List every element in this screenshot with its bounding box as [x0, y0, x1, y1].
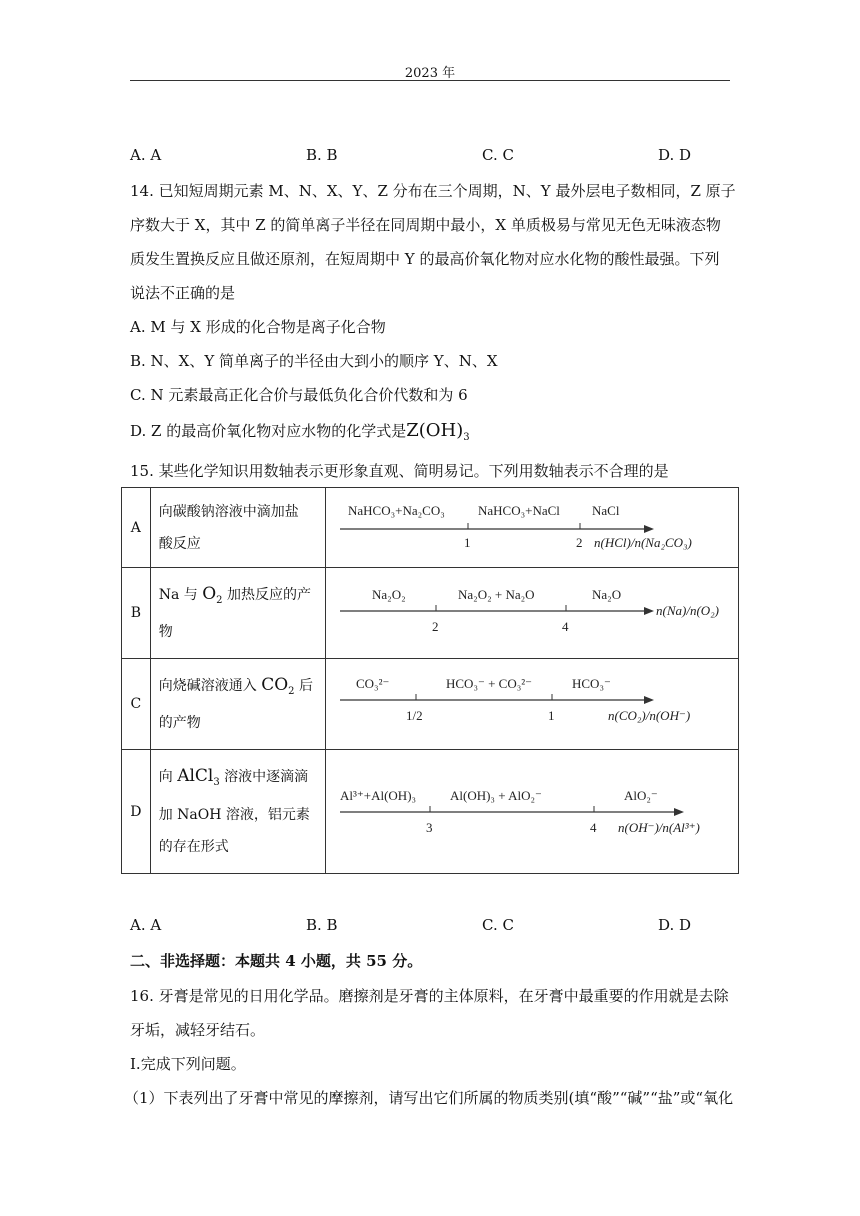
q15-options-row	[0, 916, 860, 936]
number-line-cell	[326, 750, 739, 874]
desc-text: 向	[158, 769, 178, 786]
desc-line: 酸反应	[158, 535, 201, 552]
q14-option-b: B. N、X、Y 简单离子的半径由大到小的顺序 Y、N、X	[130, 352, 498, 370]
q14-stem-line: 质发生置换反应且做还原剂，在短周期中 Y 的最高价氧化物对应水化物的酸性最强。下列	[130, 250, 720, 268]
row-letter: B	[122, 568, 151, 659]
axis-label: n(HCl)/n(Na₂CO₃)	[594, 534, 692, 550]
number-line-cell	[326, 659, 739, 750]
segment-label: Na₂O₂	[372, 587, 406, 602]
number-line-b	[326, 569, 738, 657]
desc-line: 物	[158, 624, 173, 641]
option-a: A. A	[130, 146, 162, 164]
section-title: 二、非选择题：本题共 4 小题，共 55 分。	[130, 952, 423, 970]
q15-stem: 15. 某些化学知识用数轴表示更形象直观、简明易记。下列用数轴表示不合理的是	[130, 462, 669, 480]
tick-label: 3	[426, 819, 433, 835]
desc-text: 向烧碱溶液通入	[158, 677, 262, 694]
q14-stem-line: 序数大于 X，其中 Z 的简单离子半径在同周期中最小，X 单质极易与常见无色无味液态物	[130, 216, 721, 234]
q14-option-a: A. M 与 X 形成的化合物是离子化合物	[130, 318, 386, 336]
tick-label: 2	[576, 534, 583, 550]
q14-option-d-text: D. Z 的最高价氧化物对应水物的化学式是	[130, 422, 407, 440]
segment-label: NaCl	[592, 502, 620, 518]
q16-line: 牙垢，减轻牙结石。	[130, 1021, 266, 1039]
option-c: C. C	[482, 916, 514, 934]
desc-line: 的产物	[158, 715, 201, 732]
option-b: B. B	[306, 916, 338, 934]
tick-label: 1/2	[406, 708, 423, 723]
option-c: C. C	[482, 146, 514, 164]
segment-label: NaHCO₃+Na₂CO₃	[348, 502, 445, 518]
number-line-d	[326, 752, 738, 872]
axis-label: n(CO₂)/n(OH⁻)	[608, 708, 691, 723]
q16-line: 16. 牙膏是常见的日用化学品。磨擦剂是牙膏的主体原料，在牙膏中最重要的作用就是去除	[130, 987, 729, 1005]
desc-formula: CO	[261, 674, 289, 695]
option-a: A. A	[130, 916, 162, 934]
segment-label: Al³⁺+Al(OH)₃	[340, 787, 417, 803]
desc-line	[159, 578, 317, 617]
q16-subquestion: （1）下表列出了牙膏中常见的摩擦剂，请写出它们所属的物质类别(填“酸”“碱”“盐”或“氧化	[124, 1089, 734, 1107]
q15-table	[121, 487, 739, 874]
segment-label: CO₃²⁻	[356, 676, 390, 691]
tick-label: 1	[464, 534, 471, 550]
desc-line	[159, 669, 317, 708]
q14-option-d-formula: Z(OH)	[406, 420, 464, 441]
option-b: B. B	[306, 146, 338, 164]
tick-label: 1	[548, 708, 555, 723]
segment-label: HCO₃⁻	[572, 676, 611, 691]
number-line-c	[326, 660, 738, 748]
desc-formula: O	[202, 583, 217, 604]
axis-label: n(Na)/n(O₂)	[656, 603, 720, 618]
segment-label: Na₂O₂ + Na₂O	[458, 587, 535, 602]
q14-option-c: C. N 元素最高正化合价与最低负化合价代数和为 6	[130, 386, 468, 404]
desc-line	[159, 760, 317, 799]
q15-row-b	[122, 568, 739, 659]
segment-label: AlO₂⁻	[624, 787, 658, 803]
number-line-a	[326, 489, 738, 567]
segment-label: Al(OH)₃ + AlO₂⁻	[450, 787, 542, 803]
q14-stem-line: 说法不正确的是	[130, 284, 236, 302]
desc-formula: AlCl	[177, 766, 214, 787]
segment-label: Na₂O	[592, 587, 622, 602]
desc-subscript: 3	[213, 776, 220, 788]
prev-options-row	[0, 146, 860, 166]
q15-row-c	[122, 659, 739, 750]
number-line-cell	[326, 488, 739, 568]
desc-subscript: 2	[288, 685, 295, 697]
q14-option-d-subscript: 3	[463, 432, 470, 443]
row-letter: C	[122, 659, 151, 750]
q14-stem-line: 14. 已知短周期元素 M、N、X、Y、Z 分布在三个周期，N、Y 最外层电子数相同，Z 原子	[130, 182, 736, 200]
tick-label: 4	[562, 619, 569, 634]
option-d: D. D	[658, 146, 692, 164]
desc-line: 加 NaOH 溶液，铝元素	[158, 806, 310, 823]
number-line-cell	[326, 568, 739, 659]
row-description	[150, 750, 325, 874]
desc-text: Na 与	[158, 586, 203, 603]
desc-text: 加热反应的产	[222, 586, 311, 603]
row-letter: A	[122, 488, 151, 568]
desc-text: 后	[294, 677, 313, 694]
segment-label: NaHCO₃+NaCl	[478, 502, 560, 518]
tick-label: 4	[590, 819, 597, 835]
desc-line: 的存在形式	[158, 838, 229, 855]
q16-part-heading: I.完成下列问题。	[130, 1055, 246, 1073]
page-header: 2023 年	[404, 66, 456, 81]
q14-option-d	[130, 420, 470, 443]
segment-label: HCO₃⁻ + CO₃²⁻	[446, 676, 533, 691]
desc-subscript: 2	[216, 594, 223, 606]
q15-row-a	[122, 488, 739, 568]
row-description	[150, 568, 325, 659]
q15-row-d	[122, 750, 739, 874]
desc-text: 溶液中逐滴滴	[219, 769, 309, 786]
tick-label: 2	[432, 619, 439, 634]
row-description	[150, 659, 325, 750]
header-divider	[130, 80, 730, 81]
desc-line: 向碳酸钠溶液中滴加盐	[158, 503, 299, 520]
option-d: D. D	[658, 916, 692, 934]
row-description	[150, 488, 325, 568]
axis-label: n(OH⁻)/n(Al³⁺)	[618, 819, 700, 835]
row-letter: D	[122, 750, 151, 874]
